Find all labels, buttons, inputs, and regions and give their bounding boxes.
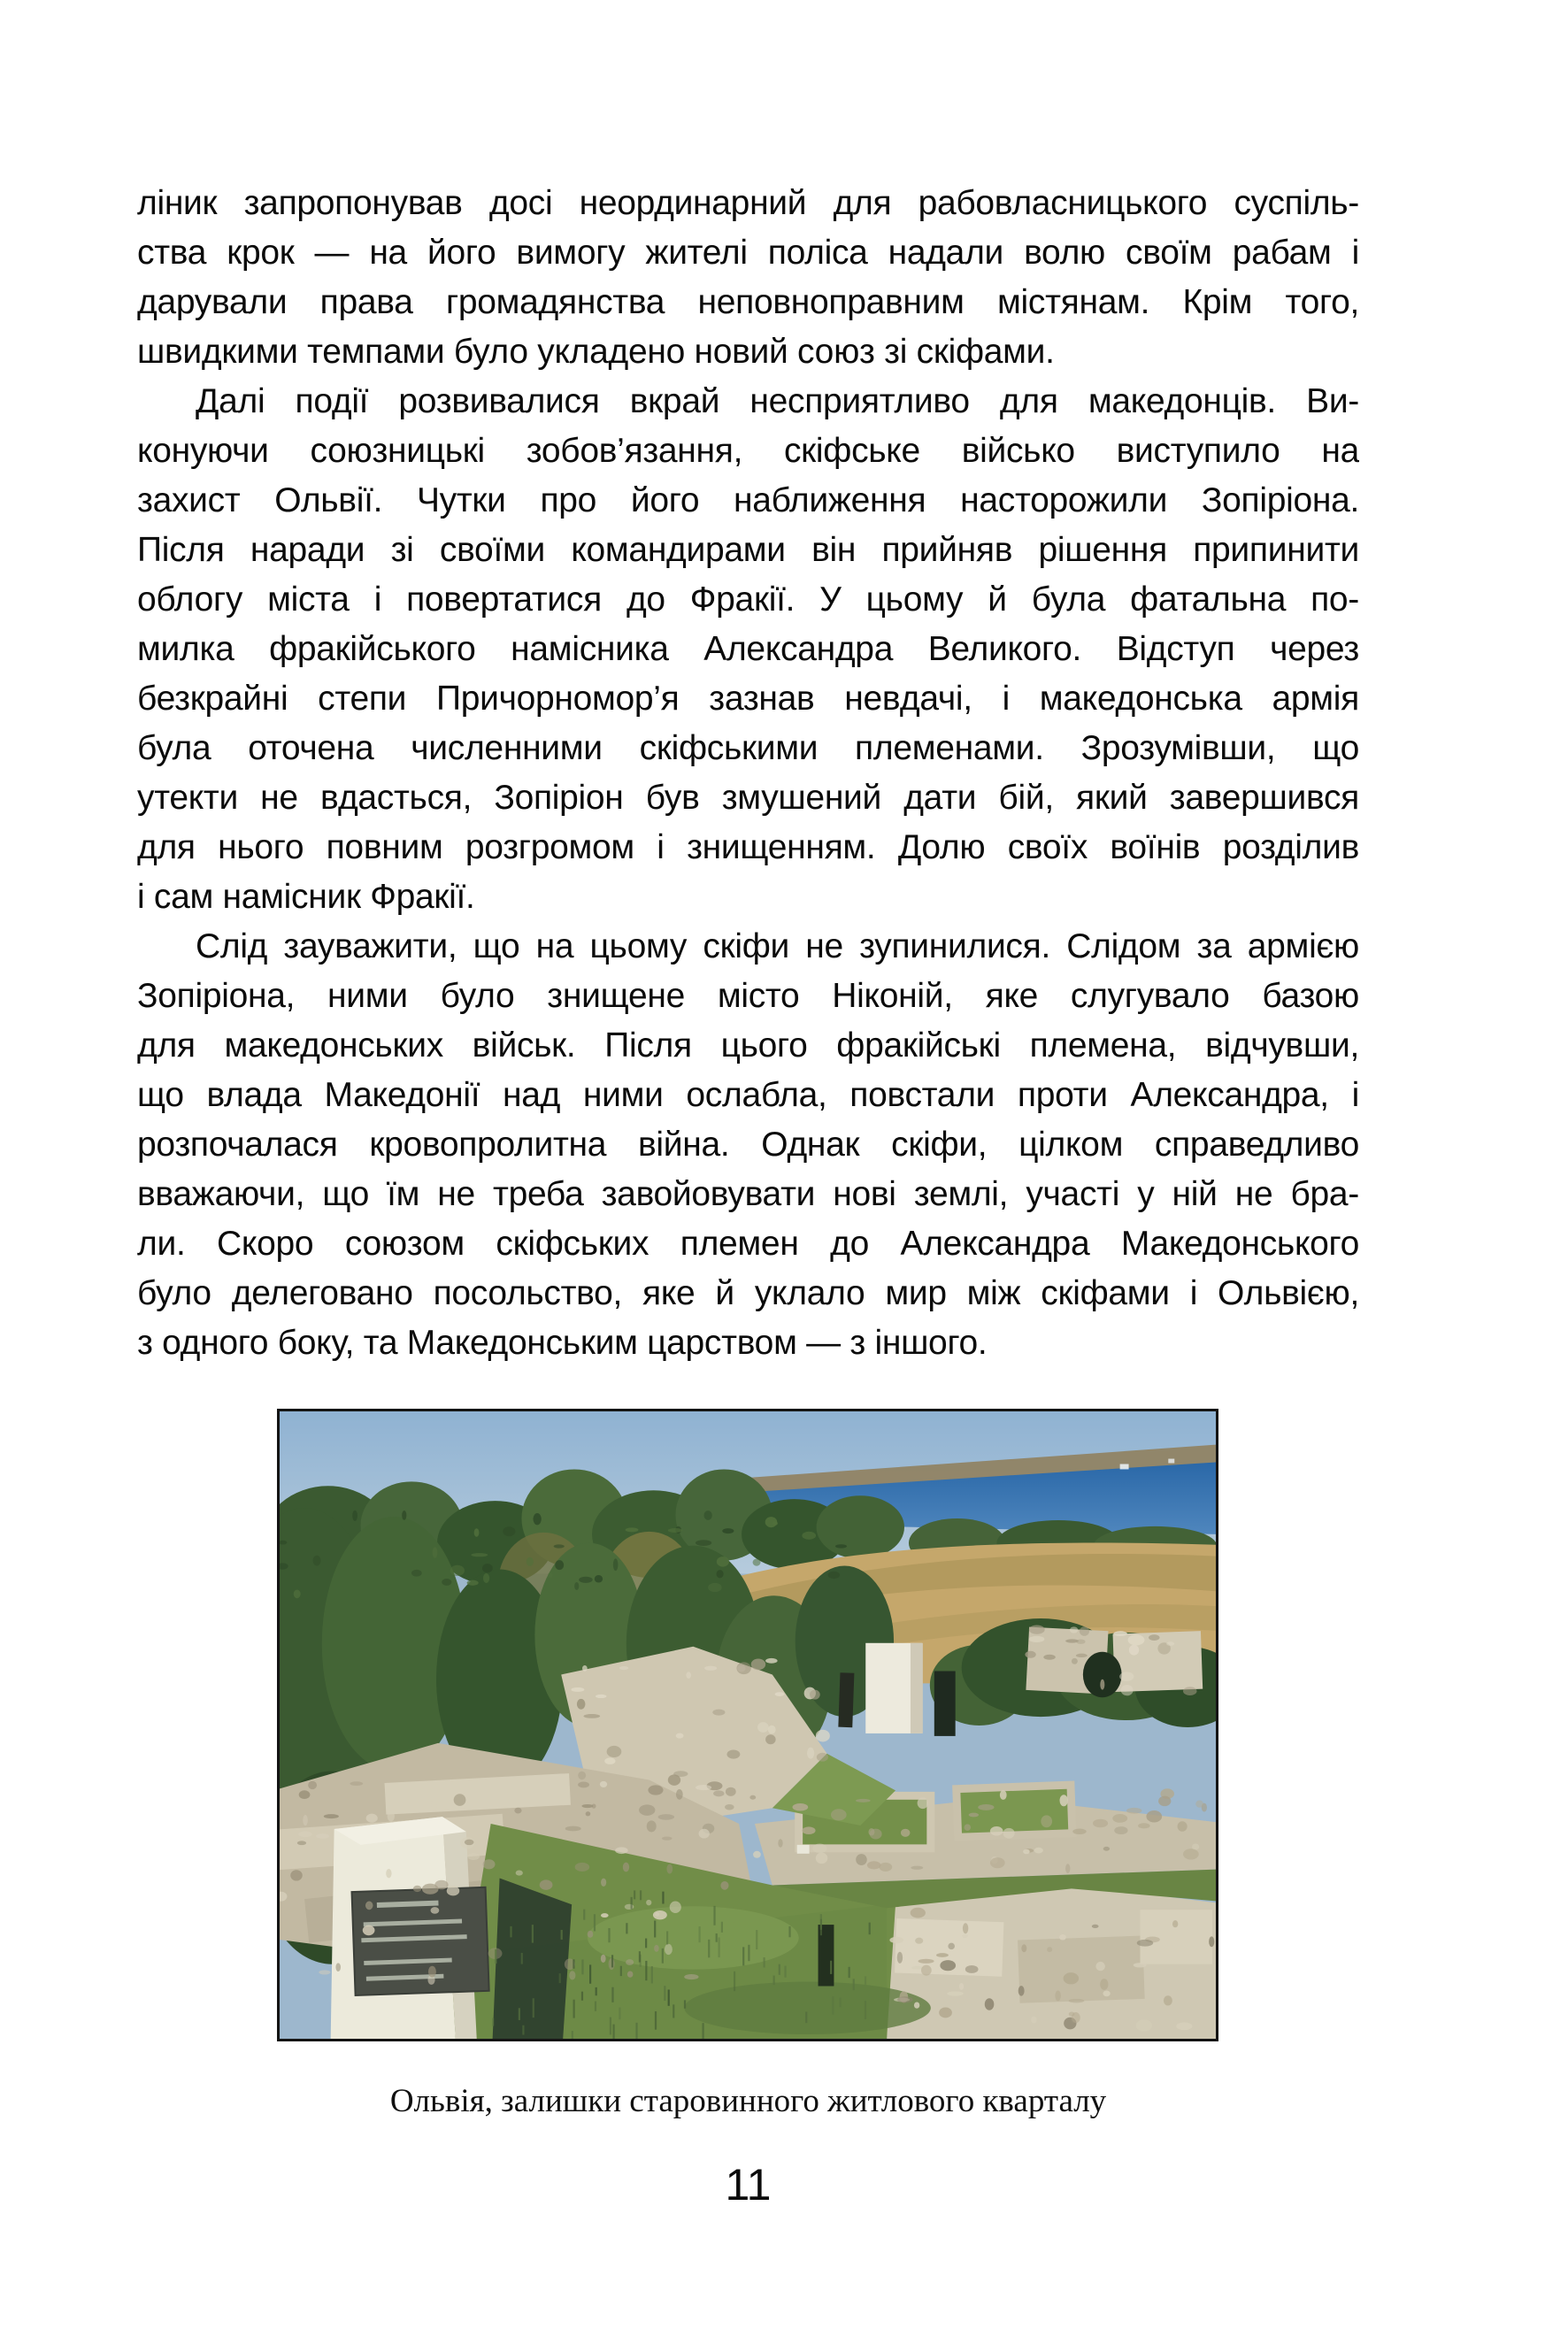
text-line: Далі події розвивалися вкрай несприятливо для македонців. Ви-: [196, 382, 1359, 420]
text-line: конуючи союзницькі зобов’язання, скіфське військо виступило на: [137, 432, 1359, 470]
text-line: Зопіріона, ними було знищене місто Ніконій, яке слугувало базою: [137, 977, 1359, 1015]
text-line: і сам намісник Фракії.: [137, 878, 475, 916]
text-line: вважаючи, що їм не треба завойовувати нові землі, участі у ній не бра-: [137, 1175, 1359, 1213]
page-number: 11: [725, 2160, 772, 2210]
text-line: швидкими темпами було укладено новий союз зі скіфами.: [137, 333, 1055, 371]
text-line: ліник запропонував досі неординарний для рабовласницького суспіль-: [137, 184, 1359, 222]
text-line: безкрайні степи Причорномор’я зазнав невдачі, і македонська армія: [137, 680, 1359, 718]
figure-caption: Ольвія, залишки старовинного житлового кварталу: [389, 2083, 1107, 2119]
text-line: Після наради зі своїми командирами він прийняв рішення припинити: [137, 531, 1359, 569]
text-line: ства крок — на його вимогу жителі поліса надали волю своїм рабам і: [137, 234, 1359, 272]
text-line: для нього повним розгромом і знищенням. Долю своїх воїнів розділив: [137, 828, 1359, 866]
text-line: розпочалася кровопролитна війна. Однак скіфи, цілком справедливо: [137, 1126, 1359, 1164]
text-line: дарували права громадянства неповноправним містянам. Крім того,: [137, 283, 1359, 321]
text-line: було делеговано посольство, яке й уклало мир між скіфами і Ольвією,: [137, 1274, 1359, 1312]
text-line: милка фракійського намісника Александра Великого. Відступ через: [137, 630, 1359, 668]
text-line: ли. Скоро союзом скіфських племен до Александра Македонського: [137, 1225, 1359, 1263]
text-line: для македонських військ. Після цього фракійські племена, відчувши,: [137, 1026, 1359, 1065]
figure-photo-olbia: [277, 1409, 1218, 2041]
text-line: утекти не вдасться, Зопіріон був змушений дати бій, який завершився: [137, 779, 1359, 817]
olbia-ruins-illustration: [280, 1411, 1216, 2039]
text-line: захист Ольвії. Чутки про його наближення насторожили Зопіріона.: [137, 481, 1359, 519]
text-line: що влада Македонії над ними ослабла, повстали проти Александра, і: [137, 1076, 1359, 1114]
text-line: облогу міста і повертатися до Фракії. У цьому й була фатальна по-: [137, 580, 1359, 619]
text-line: була оточена численними скіфськими племенами. Зрозумівши, що: [137, 729, 1359, 767]
body-text: [137, 179, 1359, 1368]
text-line: Слід зауважити, що на цьому скіфи не зупинилися. Слідом за армією: [196, 927, 1359, 965]
text-line: з одного боку, та Македонським царством — з іншого.: [137, 1324, 988, 1362]
